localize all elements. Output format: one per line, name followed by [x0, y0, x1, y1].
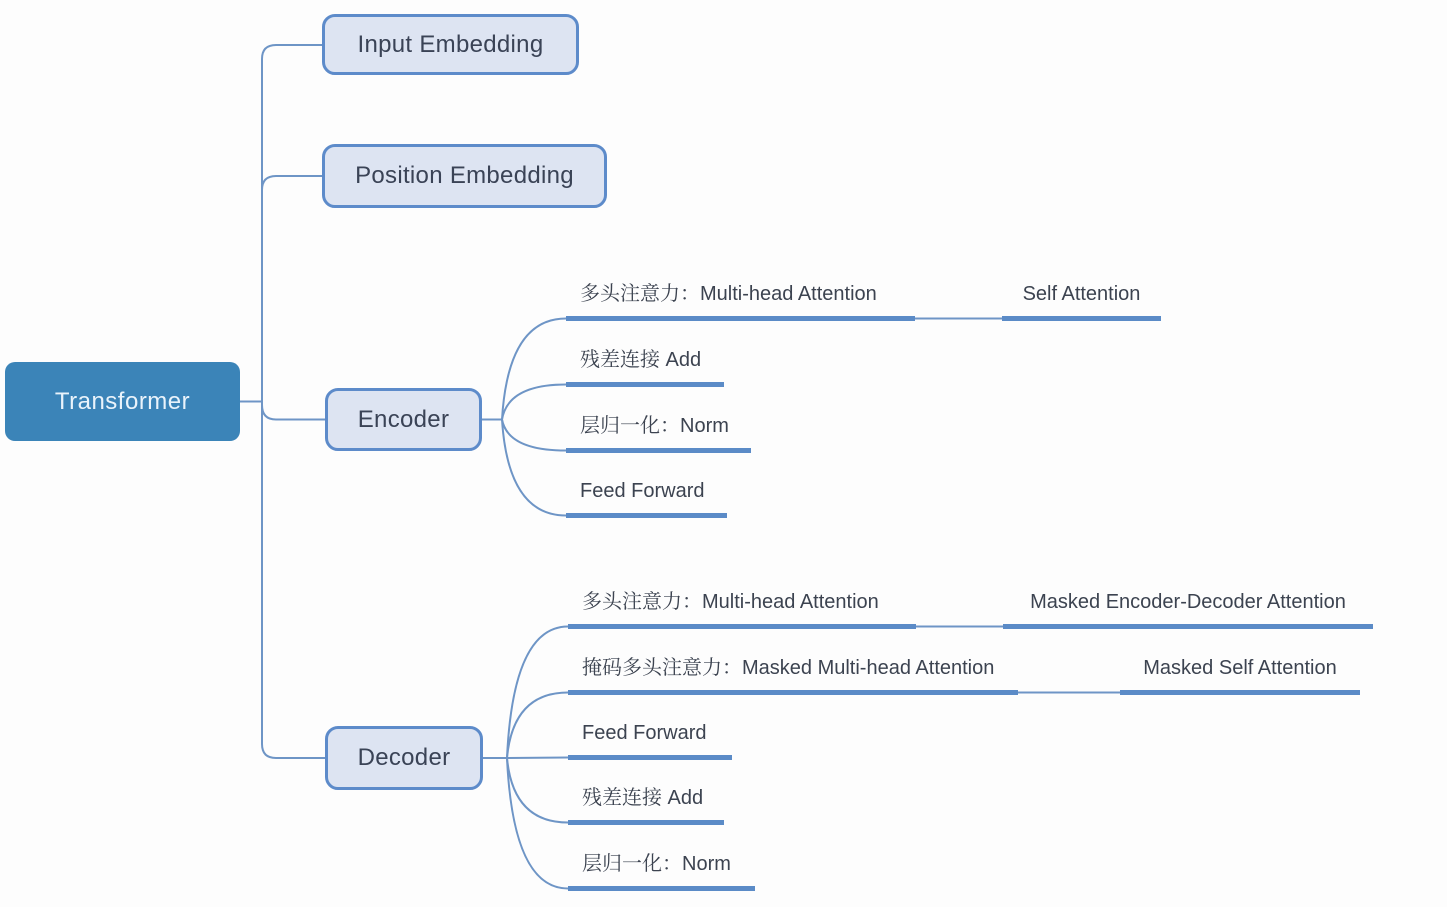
root-label: Transformer — [54, 387, 191, 415]
edge-decoder-c3 — [507, 758, 568, 759]
node-decoder-residual-add[interactable] — [568, 785, 724, 825]
node-decoder-masked-multihead-attention[interactable] — [568, 655, 1018, 695]
node-self-attention[interactable] — [1002, 281, 1161, 321]
node-decoder-multihead-attention[interactable] — [568, 589, 916, 629]
root-node-transformer[interactable] — [5, 362, 240, 441]
node-label: Position Embedding — [355, 162, 574, 189]
node-encoder-multihead-attention[interactable] — [566, 281, 915, 321]
node-label: Masked Self Attention — [1143, 657, 1337, 679]
node-label: Feed Forward — [580, 480, 705, 502]
node-decoder[interactable] — [325, 726, 483, 790]
edge-decoder-c4 — [507, 758, 568, 823]
node-masked-self-attention[interactable] — [1120, 655, 1360, 695]
node-label: 层归一化：Norm — [580, 415, 729, 437]
edge-decoder-c2 — [507, 693, 568, 759]
node-label: Decoder — [357, 744, 451, 771]
node-decoder-feed-forward[interactable] — [568, 720, 732, 760]
node-label: 残差连接 Add — [580, 349, 702, 371]
node-label: Self Attention — [1022, 283, 1141, 305]
edge-decoder-c5 — [507, 758, 568, 889]
node-label: 多头注意力：Multi-head Attention — [582, 591, 879, 613]
node-label: Input Embedding — [357, 30, 544, 58]
edge-encoder-c2 — [502, 385, 566, 420]
node-position-embedding[interactable] — [322, 144, 607, 208]
node-masked-encoder-decoder-attention[interactable] — [1003, 589, 1373, 629]
edge-encoder-c4 — [502, 420, 566, 516]
node-label: Feed Forward — [582, 722, 707, 744]
node-encoder-feed-forward[interactable] — [566, 478, 727, 518]
node-label: 掩码多头注意力：Masked Multi-head Attention — [582, 657, 995, 679]
node-label: 残差连接 Add — [582, 787, 704, 809]
node-label: Encoder — [357, 405, 450, 433]
node-label: Masked Encoder-Decoder Attention — [1030, 591, 1346, 613]
node-input-embedding[interactable] — [322, 14, 579, 75]
node-encoder-residual-add[interactable] — [566, 347, 724, 387]
node-encoder-layer-norm[interactable] — [566, 413, 751, 453]
node-label: 层归一化：Norm — [582, 853, 731, 875]
edge-trunk — [262, 45, 325, 758]
edge-encoder-c3 — [502, 420, 566, 451]
node-decoder-layer-norm[interactable] — [568, 851, 755, 891]
node-encoder[interactable] — [325, 388, 482, 451]
edge-position — [262, 176, 322, 190]
node-label: 多头注意力：Multi-head Attention — [580, 283, 877, 305]
edge-encoder — [262, 405, 325, 420]
edge-encoder-c1 — [502, 319, 566, 420]
